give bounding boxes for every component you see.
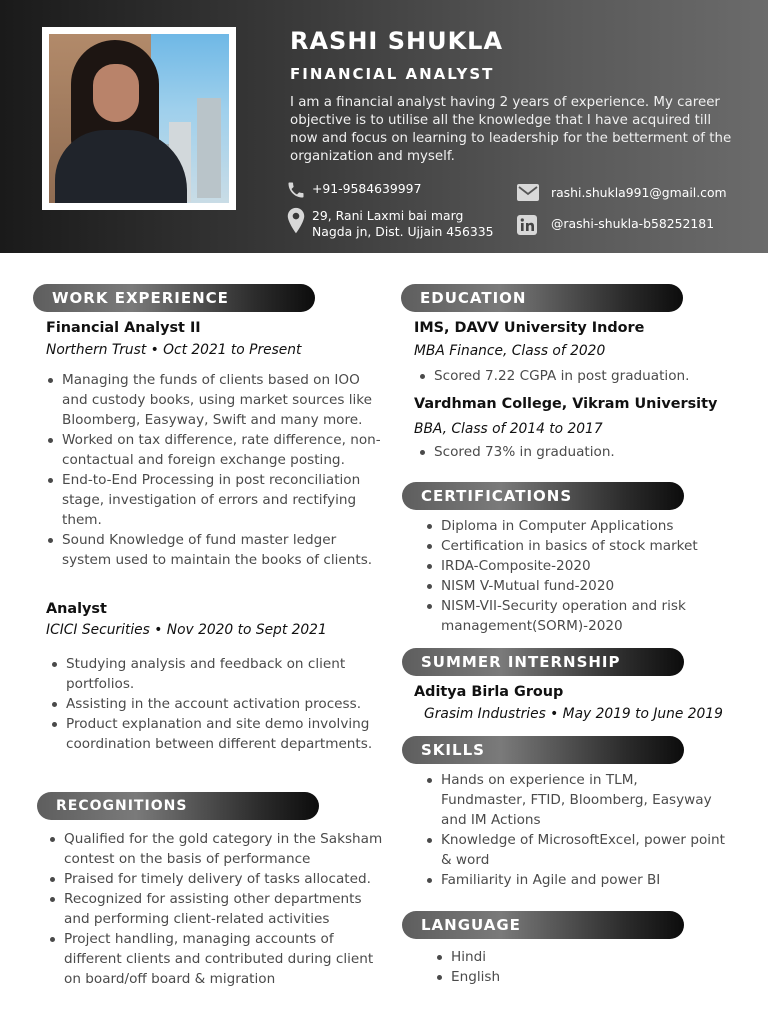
internship-company: Aditya Birla Group bbox=[414, 684, 564, 700]
list-item: Product explanation and site demo involving coordination between different departments. bbox=[50, 714, 380, 754]
section-language: LANGUAGE bbox=[402, 911, 684, 939]
job-title-2: Analyst bbox=[46, 601, 107, 617]
language-list bbox=[435, 947, 635, 987]
list-item: Worked on tax difference, rate difference, non-contactual and foreign exchange posting. bbox=[46, 430, 382, 470]
list-item: Sound Knowledge of fund master ledger system used to maintain the books of clients. bbox=[46, 530, 382, 570]
profile-photo-image bbox=[49, 34, 229, 203]
degree-1: MBA Finance, Class of 2020 bbox=[414, 343, 606, 359]
section-certifications: CERTIFICATIONS bbox=[402, 482, 684, 510]
list-item: Knowledge of MicrosoftExcel, power point & word bbox=[425, 830, 725, 870]
list-item: Hindi bbox=[435, 947, 635, 967]
candidate-name: RASHI SHUKLA bbox=[290, 27, 504, 55]
list-item: Project handling, managing accounts of different clients and contributed during client on board/off board & migration bbox=[48, 929, 386, 989]
list-item: NISM V-Mutual fund-2020 bbox=[425, 576, 725, 596]
school-2: Vardhman College, Vikram University bbox=[414, 396, 718, 412]
list-item: Qualified for the gold category in the Saksham contest on the basis of performance bbox=[48, 829, 386, 869]
school-1: IMS, DAVV University Indore bbox=[414, 320, 645, 336]
list-item: Scored 73% in graduation. bbox=[418, 442, 748, 462]
phone-icon bbox=[286, 180, 306, 200]
list-item: Familiarity in Agile and power BI bbox=[425, 870, 725, 890]
list-item: IRDA-Composite-2020 bbox=[425, 556, 725, 576]
list-item: Praised for timely delivery of tasks allocated. bbox=[48, 869, 386, 889]
job-2-duties bbox=[50, 654, 380, 754]
list-item: Certification in basics of stock market bbox=[425, 536, 725, 556]
job-subtitle-2: ICICI Securities • Nov 2020 to Sept 2021 bbox=[46, 622, 327, 638]
education-2-details bbox=[418, 442, 748, 462]
job-subtitle-1: Northern Trust • Oct 2021 to Present bbox=[46, 342, 302, 358]
section-education: EDUCATION bbox=[401, 284, 683, 312]
career-summary: I am a financial analyst having 2 years of experience. My career objective is to utilise all the knowledge that I have acquired till now and focus on learning to leadership for the betterment of the organization and myself. bbox=[290, 95, 732, 164]
resume-header bbox=[0, 0, 768, 253]
recognitions-list bbox=[48, 829, 386, 989]
list-item: Assisting in the account activation process. bbox=[50, 694, 380, 714]
linkedin-handle[interactable]: @rashi-shukla-b58252181 bbox=[551, 216, 715, 231]
section-recognitions: RECOGNITIONS bbox=[37, 792, 319, 820]
list-item: Scored 7.22 CGPA in post graduation. bbox=[418, 366, 748, 386]
list-item: Studying analysis and feedback on client portfolios. bbox=[50, 654, 380, 694]
list-item: English bbox=[435, 967, 635, 987]
section-summer-internship: SUMMER INTERNSHIP bbox=[402, 648, 684, 676]
list-item: Diploma in Computer Applications bbox=[425, 516, 725, 536]
mail-icon bbox=[517, 184, 539, 201]
certifications-list bbox=[425, 516, 725, 636]
job-title-1: Financial Analyst II bbox=[46, 320, 201, 336]
address-line-2: Nagda jn, Dist. Ujjain 456335 bbox=[312, 224, 494, 239]
address-line-1: 29, Rani Laxmi bai marg bbox=[312, 208, 464, 223]
list-item: Hands on experience in TLM, Fundmaster, FTID, Bloomberg, Easyway and IM Actions bbox=[425, 770, 725, 830]
candidate-role: FINANCIAL ANALYST bbox=[290, 65, 495, 83]
phone-number[interactable]: +91-9584639997 bbox=[312, 181, 422, 196]
list-item: NISM-VII-Security operation and risk management(SORM)-2020 bbox=[425, 596, 725, 636]
job-1-duties bbox=[46, 370, 382, 570]
list-item: End-to-End Processing in post reconciliation stage, investigation of errors and rectifying them. bbox=[46, 470, 382, 530]
list-item: Recognized for assisting other departments and performing client-related activities bbox=[48, 889, 386, 929]
email-address[interactable]: rashi.shukla991@gmail.com bbox=[551, 185, 727, 200]
location-pin-icon bbox=[286, 207, 306, 235]
section-skills: SKILLS bbox=[402, 736, 684, 764]
profile-photo bbox=[42, 27, 236, 210]
skills-list bbox=[425, 770, 725, 890]
linkedin-icon bbox=[517, 215, 537, 235]
degree-2: BBA, Class of 2014 to 2017 bbox=[414, 421, 603, 437]
section-work-experience: WORK EXPERIENCE bbox=[33, 284, 315, 312]
internship-subtitle: Grasim Industries • May 2019 to June 2019 bbox=[424, 706, 723, 722]
education-1-details bbox=[418, 366, 748, 386]
list-item: Managing the funds of clients based on IOO and custody books, using market sources like Bloomberg, Easyway, Swift and many more. bbox=[46, 370, 382, 430]
